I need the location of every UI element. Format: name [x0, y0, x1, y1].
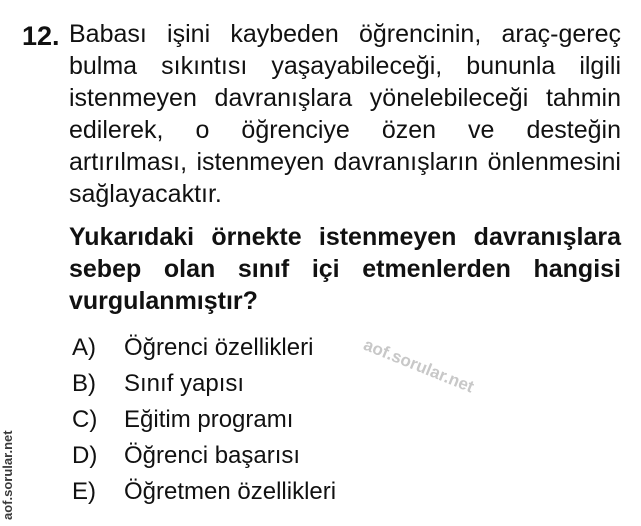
option-text: Eğitim programı	[124, 406, 294, 433]
option-d[interactable]	[72, 438, 336, 474]
question-number: 12.	[22, 21, 60, 51]
option-text: Öğrenci özellikleri	[124, 334, 314, 361]
option-text: Öğretmen özellikleri	[124, 478, 337, 505]
stem-line: sağlayacaktır.	[69, 180, 222, 208]
stem-line: edilerek, o öğrenciye özen ve desteğin	[69, 116, 621, 144]
option-text: Öğrenci başarısı	[124, 442, 301, 469]
option-letter: A)	[72, 334, 96, 361]
prompt-line: vurgulanmıştır?	[69, 287, 258, 315]
option-text: Sınıf yapısı	[124, 370, 245, 397]
option-c[interactable]	[72, 402, 336, 438]
question-prompt	[69, 221, 621, 317]
stem-line: artırılması, istenmeyen davranışların önlenmesini	[69, 148, 621, 176]
prompt-line: sebep olan sınıf içi etmenlerden hangisi	[69, 255, 621, 283]
answer-options	[72, 330, 336, 510]
option-letter: D)	[72, 442, 98, 469]
watermark: aof.sorular.net	[360, 335, 477, 397]
question-stem	[69, 18, 621, 210]
stem-line: bulma sıkıntısı yaşayabileceği, bununla ilgili	[69, 52, 621, 80]
side-watermark: aof.sorular.net	[0, 430, 15, 520]
prompt-line: Yukarıdaki örnekte istenmeyen davranışlara	[69, 223, 621, 251]
option-e[interactable]	[72, 474, 336, 510]
option-letter: C)	[72, 406, 98, 433]
option-a[interactable]	[72, 330, 336, 366]
option-b[interactable]	[72, 366, 336, 402]
option-letter: B)	[72, 370, 96, 397]
stem-line: Babası işini kaybeden öğrencinin, araç-gereç	[69, 20, 621, 48]
stem-line: istenmeyen davranışlara yönelebileceği tahmin	[69, 84, 621, 112]
option-letter: E)	[72, 478, 96, 505]
